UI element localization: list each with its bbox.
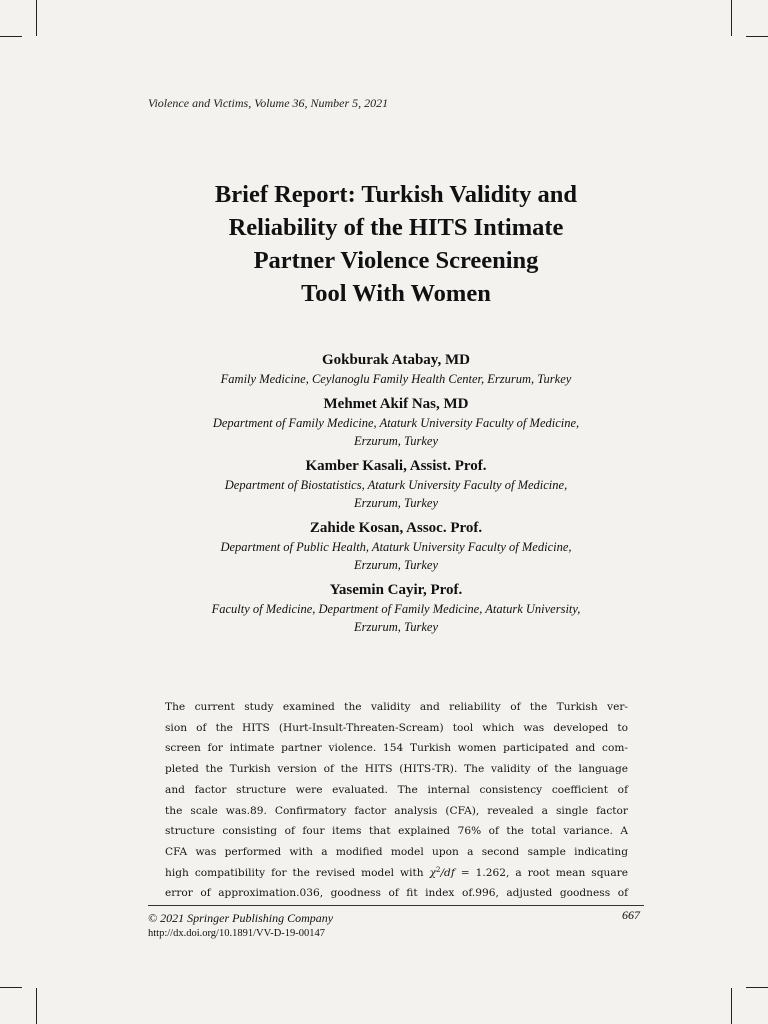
abstract-line: pleted the Turkish version of the HITS (HITS-TR). The validity of the language: [165, 763, 628, 776]
affiliation-line: Department of Family Medicine, Ataturk University Faculty of Medicine,: [212, 416, 580, 430]
title-line: Brief Report: Turkish Validity and: [214, 181, 578, 208]
author-affiliation: [150, 476, 642, 512]
abstract-line: error of approximation.036, goodness of fit index of.996, adjusted goodness of: [165, 887, 628, 900]
abstract-line: sion of the HITS (Hurt-Insult-Threaten-Scream) tool which was developed to: [165, 721, 628, 734]
crop-mark: [731, 0, 732, 36]
author-block: [150, 350, 642, 388]
affiliation-line: Erzurum, Turkey: [353, 558, 439, 572]
page-number: 667: [622, 908, 640, 922]
abstract: [165, 697, 628, 904]
author-block: [150, 580, 642, 636]
affiliation-line: Erzurum, Turkey: [353, 620, 439, 634]
author-affiliation: [150, 600, 642, 636]
author-name: Yasemin Cayir, Prof.: [329, 582, 463, 598]
abstract-text: = 1.262, a root mean square: [454, 866, 628, 879]
author-block: [150, 394, 642, 450]
crop-mark: [731, 988, 732, 1024]
author-affiliation: [150, 538, 642, 574]
footer-divider: [148, 905, 644, 906]
abstract-line: CFA was performed with a modified model upon a second sample indicating: [165, 845, 628, 858]
df-symbol: /df: [440, 866, 455, 879]
author-affiliation: [150, 414, 642, 450]
affiliation-line: Department of Biostatistics, Ataturk University Faculty of Medicine,: [224, 478, 568, 492]
crop-mark: [0, 36, 22, 37]
chi-symbol: χ: [429, 866, 436, 879]
author-list: [150, 350, 642, 642]
author-block: [150, 518, 642, 574]
author-block: [150, 456, 642, 512]
affiliation-line: Erzurum, Turkey: [353, 434, 439, 448]
author-name: Zahide Kosan, Assoc. Prof.: [309, 520, 483, 536]
title-line: Tool With Women: [301, 280, 491, 307]
affiliation-line: Faculty of Medicine, Department of Family Medicine, Ataturk University,: [211, 602, 581, 616]
crop-mark: [36, 0, 37, 36]
abstract-line: The current study examined the validity and reliability of the Turkish ver-: [165, 701, 628, 713]
author-name: Kamber Kasali, Assist. Prof.: [305, 458, 487, 474]
title-line: Partner Violence Screening: [253, 247, 539, 274]
superscript: 2: [436, 865, 441, 874]
crop-mark: [0, 987, 22, 988]
doi-link[interactable]: http://dx.doi.org/10.1891/VV-D-19-00147: [148, 928, 326, 939]
affiliation-line: Family Medicine, Ceylanoglu Family Health Center, Erzurum, Turkey: [220, 372, 572, 386]
affiliation-line: Erzurum, Turkey: [353, 496, 439, 510]
title-line: Reliability of the HITS Intimate: [228, 214, 564, 241]
crop-mark: [36, 988, 37, 1024]
abstract-line: [165, 863, 628, 884]
author-name: Gokburak Atabay, MD: [322, 352, 470, 368]
author-affiliation: [150, 370, 642, 388]
affiliation-line: Department of Public Health, Ataturk University Faculty of Medicine,: [220, 540, 572, 554]
crop-mark: [746, 36, 768, 37]
copyright-notice: © 2021 Springer Publishing Company: [148, 911, 334, 925]
article-title: [140, 178, 652, 310]
crop-mark: [746, 987, 768, 988]
journal-header: Violence and Victims, Volume 36, Number 5, 2021: [148, 96, 389, 110]
abstract-line: and factor structure were evaluated. The internal consistency coefficient of: [165, 783, 628, 796]
abstract-line: structure consisting of four items that explained 76% of the total variance. A: [165, 825, 628, 838]
author-name: Mehmet Akif Nas, MD: [323, 396, 469, 412]
abstract-line: the scale was.89. Confirmatory factor analysis (CFA), revealed a single factor: [165, 804, 628, 817]
abstract-line: screen for intimate partner violence. 154 Turkish women participated and com-: [165, 742, 628, 755]
abstract-text: high compatibility for the revised model with: [165, 866, 430, 879]
